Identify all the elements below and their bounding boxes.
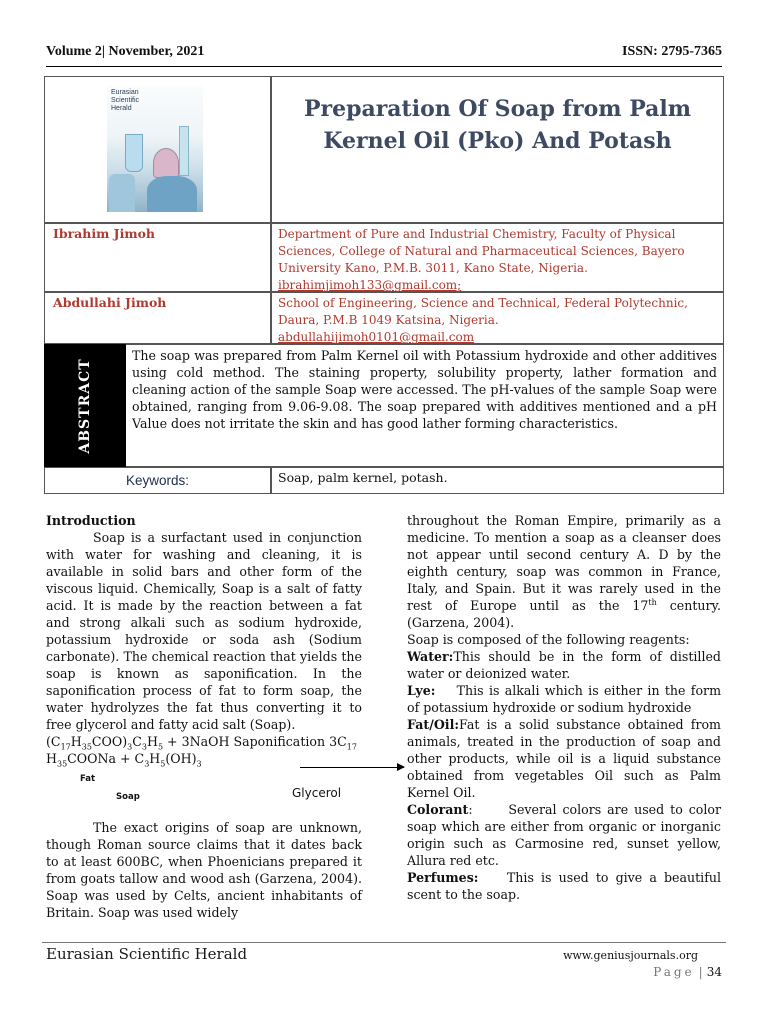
author-email-link[interactable]: ibrahimjimoh133@gmail.com; bbox=[278, 278, 462, 292]
reagent-perfumes: Perfumes: This is used to give a beautiful scent to the soap. bbox=[407, 870, 722, 902]
intro-paragraph: Soap is a surfactant used in conjunction with water for washing and cleaning, it is available in solid bars and other form of the viscous liquid. Chemically, Soap is a salt of fatty acid. It is made by the reaction between a fat and strong alkali such as sodium hydroxide, potassium hydroxide or soda ash (Sodium carbonate). The chemical reaction that yields the soap is known as saponification. In the saponification process of fat to form soap, the water hydrolyzes the fat thus converting it to free glycerol and fatty acid salt (Soap). bbox=[46, 530, 362, 732]
saponification-equation-cont: $H_{35}COONa + C_3H_5(OH)_3$ bbox=[46, 751, 202, 769]
cover-pipette-graphic bbox=[179, 126, 189, 176]
author-affiliation: School of Engineering, Science and Technical, Federal Polytechnic, Daura, P.M.B 1049 Katsina, Nigeria. abdullahijimoh0101@gmail.com bbox=[278, 295, 719, 346]
equation-labels bbox=[46, 767, 362, 819]
abstract-label-cell bbox=[44, 344, 126, 467]
issn: ISSN: 2795-7365 bbox=[622, 44, 722, 59]
volume-info: Volume 2| November, 2021 bbox=[46, 44, 205, 59]
author-name: Ibrahim Jimoh bbox=[53, 226, 156, 241]
author-name: Abdullahi Jimoh bbox=[53, 295, 167, 310]
cover-flask-graphic bbox=[153, 148, 179, 178]
footer-page-number: Page | 34 bbox=[653, 965, 722, 979]
footer-divider bbox=[42, 942, 726, 943]
reagent-colorant: Colorant: Several colors are used to color soap which are either from organic or inorganic origin such as Carmosine red, sunset yellow, Allura red etc. bbox=[407, 802, 722, 868]
article-title: Preparation Of Soap from Palm Kernel Oil (Pko) And Potash bbox=[303, 96, 692, 154]
body-left-column bbox=[46, 512, 362, 921]
reagent-lye: Lye: This is alkali which is either in the form of potassium hydroxide or sodium hydroxide bbox=[407, 683, 722, 715]
reaction-arrow bbox=[300, 767, 404, 768]
equation-label-fat: Fat bbox=[80, 774, 96, 784]
abstract-label: ABSTRACT bbox=[77, 357, 93, 454]
header-divider bbox=[46, 66, 722, 67]
author-email-link[interactable]: abdullahijimoh0101@gmail.com bbox=[278, 330, 475, 344]
reagent-fat-oil: Fat/Oil:Fat is a solid substance obtained from animals, treated in the production of soap and other products, while oil is a liquid substance obtained from vegetables Oil such as Palm Kernel Oil. bbox=[407, 717, 721, 800]
history-paragraph: throughout the Roman Empire, primarily as a medicine. To mention a soap as a cleanser does not appear until second century A. D by the eighth century, soap was common in France, Italy, and Spain. But it was rarely used in the rest of Europe until as the 17th century. (Garzena, 2004). bbox=[407, 513, 721, 630]
footer-journal-name: Eurasian Scientific Herald bbox=[46, 945, 248, 963]
journal-cover-cell bbox=[44, 76, 271, 223]
author-name-cell bbox=[44, 223, 271, 292]
author-name-cell bbox=[44, 292, 271, 344]
saponification-equation: $(C_{17}H_{35}COO)_3C_3H_5$ + 3NaOH Saponification $3C_{17}$ bbox=[46, 734, 357, 752]
cover-title: Eurasian Scientific Herald bbox=[111, 89, 140, 112]
reagents-intro: Soap is composed of the following reagents: bbox=[407, 632, 690, 647]
author-affiliation-cell bbox=[271, 292, 724, 344]
keywords-label: Keywords: bbox=[125, 473, 190, 488]
keywords-value-cell bbox=[271, 467, 724, 494]
cover-glove-graphic bbox=[147, 176, 197, 212]
author-affiliation-cell bbox=[271, 223, 724, 292]
abstract-cell bbox=[126, 344, 724, 467]
cover-bottle-graphic bbox=[109, 174, 135, 212]
cover-test-tube-graphic bbox=[125, 134, 143, 172]
reagent-water: Water:This should be in the form of distilled water or deionized water. bbox=[407, 649, 721, 681]
keywords-label-cell bbox=[44, 467, 271, 494]
origins-paragraph: The exact origins of soap are unknown, though Roman source claims that it dates back to at least 600BC, when Phoenicians prepared it from goats tallow and wood ash (Garzena, 2004). Soap was used by Celts, ancient inhabitants of Britain. Soap was used widely bbox=[46, 820, 362, 920]
article-title-cell bbox=[271, 76, 724, 223]
equation-label-glycerol: Glycerol bbox=[292, 786, 342, 800]
footer-website-link[interactable]: www.geniusjournals.org bbox=[563, 949, 698, 962]
abstract-text: The soap was prepared from Palm Kernel oil with Potassium hydroxide and other additives using cold method. The staining property, solubility property, lather formation and cleaning action of the sample Soap were accessed. The pH-values of the sample Soap were obtained, ranging from 9.06-9.08. The soap prepared with additives mentioned and a pH Value does not irritate the skin and has good lather forming characteristics. bbox=[132, 348, 717, 431]
keywords-value: Soap, palm kernel, potash. bbox=[278, 470, 448, 485]
introduction-heading: Introduction bbox=[46, 513, 136, 528]
equation-label-soap: Soap bbox=[116, 792, 140, 802]
journal-cover-image bbox=[107, 86, 203, 212]
running-header bbox=[46, 44, 722, 64]
body-right-column bbox=[407, 512, 721, 903]
author-affiliation: Department of Pure and Industrial Chemistry, Faculty of Physical Sciences, College of Natural and Pharmaceutical Sciences, Bayero University Kano, P.M.B. 3011, Kano State, Nigeria. ibrahimjimoh133@gmail.com; bbox=[278, 226, 719, 294]
